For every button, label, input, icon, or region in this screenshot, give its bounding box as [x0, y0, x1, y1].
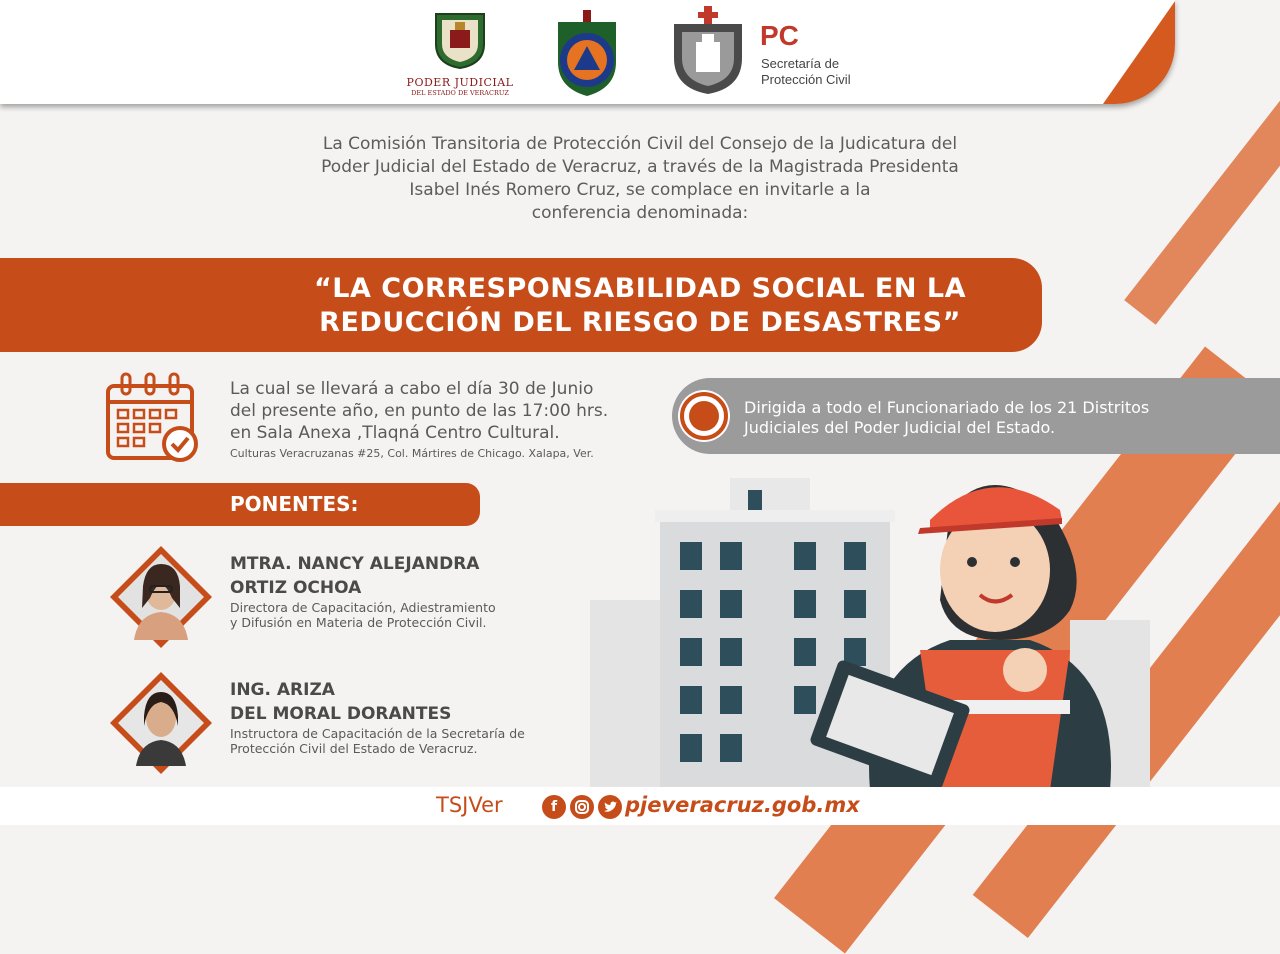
speaker-photo: [106, 542, 216, 652]
intro-line: Poder Judicial del Estado de Veracruz, a través de la Magistrada Presidenta: [321, 157, 959, 177]
event-line: del presente año, en punto de las 17:00 hrs.: [230, 401, 609, 421]
audience-line: Dirigida a todo el Funcionariado de los 21 Distritos: [744, 398, 1150, 417]
civil-protection-icon: [550, 8, 624, 98]
conference-title-line: “LA CORRESPONSABILIDAD SOCIAL EN LA: [314, 273, 966, 304]
coat-of-arms-icon: [668, 6, 748, 96]
speaker-name: DEL MORAL DORANTES: [230, 704, 452, 724]
speaker-photo: [106, 668, 216, 778]
decor-stripe: [1124, 95, 1280, 325]
unidad-proteccion-civil-logo: [550, 8, 624, 98]
speaker-role: Instructora de Capacitación de la Secretaría de: [230, 726, 525, 741]
pj-logo-text: PODER JUDICIAL: [406, 76, 514, 89]
calendar-icon: [104, 372, 204, 466]
conference-title-line: REDUCCIÓN DEL RIESGO DE DESASTRES”: [319, 307, 961, 338]
event-line: en Sala Anexa ,Tlaqná Centro Cultural.: [230, 423, 560, 443]
pc-title: PC: [760, 20, 799, 51]
instagram-icon[interactable]: [570, 795, 594, 819]
intro-line: La Comisión Transitoria de Protección Civil del Consejo de la Judicatura del: [322, 134, 958, 154]
shield-icon: [430, 8, 490, 70]
intro-line: Isabel Inés Romero Cruz, se complace en invitarle a la: [409, 180, 871, 200]
facebook-icon[interactable]: f: [542, 795, 566, 819]
social-handle[interactable]: TSJVer: [436, 793, 503, 817]
speaker-1: [230, 552, 496, 630]
speaker-name: ING. ARIZA: [230, 680, 335, 700]
event-address: Culturas Veracruzanas #25, Col. Mártires de Chicago. Xalapa, Ver.: [230, 447, 594, 460]
header-stripe: [1103, 0, 1175, 104]
pj-logo-subtext: DEL ESTADO DE VERACRUZ: [411, 89, 509, 97]
poder-judicial-logo: [405, 8, 515, 100]
speaker-name: ORTIZ OCHOA: [230, 578, 362, 598]
intro-text: [250, 133, 1030, 225]
pc-subtitle: [761, 56, 851, 88]
ponentes-label: PONENTES:: [230, 492, 359, 516]
speaker-role: Protección Civil del Estado de Veracruz.: [230, 741, 478, 756]
pc-subtitle-line: Protección Civil: [761, 72, 851, 87]
intro-line: conferencia denominada:: [531, 203, 749, 223]
twitter-icon[interactable]: [598, 795, 622, 819]
speaker-role: y Difusión en Materia de Protección Civil.: [230, 615, 487, 630]
conference-title: [250, 272, 1030, 340]
audience-line: Judiciales del Poder Judicial del Estado.: [744, 418, 1056, 437]
worker-illustration: [800, 470, 1160, 790]
pc-subtitle-line: Secretaría de: [761, 56, 840, 71]
speaker-role: Directora de Capacitación, Adiestramiento: [230, 600, 496, 615]
website-link[interactable]: pjeveracruz.gob.mx: [625, 793, 860, 817]
audience-text: [744, 398, 1149, 438]
target-circle-icon: [676, 388, 732, 444]
event-line: La cual se llevará a cabo el día 30 de Junio: [230, 379, 594, 399]
event-details: [230, 378, 608, 462]
speaker-2: [230, 678, 525, 756]
speaker-name: MTRA. NANCY ALEJANDRA: [230, 554, 480, 574]
veracruz-coat-of-arms: [668, 6, 748, 96]
